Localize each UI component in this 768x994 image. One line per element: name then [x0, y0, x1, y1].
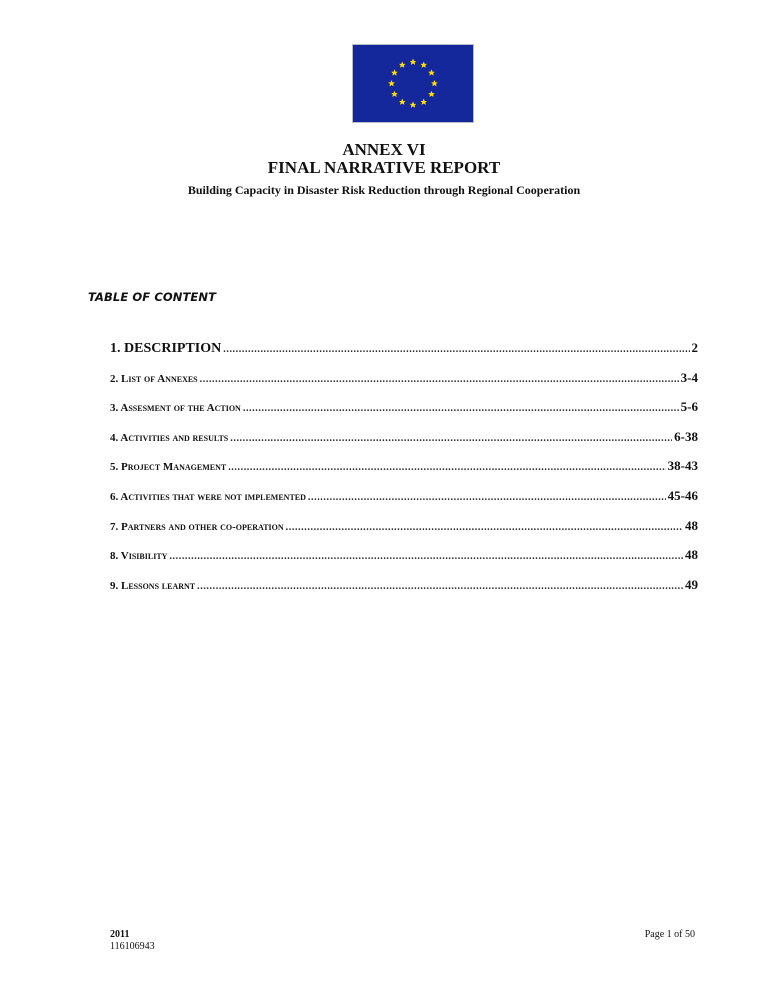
toc-entry-label: 8. Visibility: [110, 550, 168, 563]
toc-entry-not-implemented[interactable]: [110, 488, 698, 518]
dot-leader: [169, 551, 683, 562]
report-title: FINAL NARRATIVE REPORT: [267, 158, 501, 177]
dot-leader: [228, 462, 665, 473]
toc-entry-label: 1. DESCRIPTION: [110, 341, 222, 356]
dot-leader: [197, 581, 683, 592]
toc-entry-project-management[interactable]: [110, 458, 698, 488]
toc-entry-assesment[interactable]: [110, 399, 698, 429]
dot-leader: [230, 433, 672, 444]
page-indicator: Page 1 of 50: [644, 929, 695, 940]
toc-entry-visibility[interactable]: [110, 547, 698, 577]
toc-entry-page: 48: [685, 547, 698, 563]
toc-entry-activities-results[interactable]: [110, 429, 698, 459]
dot-leader: [286, 522, 683, 533]
dot-leader: [308, 492, 666, 503]
eu-flag-icon: [352, 44, 474, 123]
table-of-contents: [110, 340, 698, 606]
toc-entry-list-of-annexes[interactable]: [110, 370, 698, 400]
project-subtitle: Building Capacity in Disaster Risk Reduction through Regional Cooperation: [187, 183, 581, 197]
footer-year: 2011: [110, 929, 130, 940]
dot-leader: [200, 374, 679, 385]
toc-entry-page: 49: [685, 576, 698, 592]
toc-entry-label: 2. List of Annexes: [110, 372, 198, 385]
toc-entry-page: 2: [691, 340, 698, 355]
toc-entry-page: 5-6: [680, 399, 698, 415]
annex-title: ANNEX VI: [342, 140, 426, 159]
dot-leader: [243, 403, 679, 414]
toc-entry-lessons-learnt[interactable]: [110, 577, 698, 607]
toc-entry-description[interactable]: [110, 340, 698, 370]
toc-entry-label: 4. Activities and results: [110, 431, 229, 444]
footer-reference: 116106943: [110, 941, 155, 952]
toc-heading: TABLE OF CONTENT: [88, 290, 217, 304]
toc-entry-label: 7. Partners and other co-operation: [110, 520, 284, 533]
toc-entry-partners[interactable]: [110, 518, 698, 548]
toc-entry-label: 9. Lessons learnt: [110, 579, 196, 592]
toc-entry-label: 3. Assesment of the Action: [110, 402, 241, 415]
toc-entry-page: 45-46: [667, 487, 698, 503]
dot-leader: [223, 344, 689, 355]
toc-entry-page: 3-4: [680, 369, 698, 385]
toc-entry-page: 6-38: [674, 428, 698, 444]
toc-entry-label: 5. Project Management: [110, 461, 227, 474]
toc-entry-page: 48: [685, 517, 698, 533]
toc-entry-page: 38-43: [667, 458, 698, 474]
toc-entry-label: 6. Activities that were not implemented: [110, 490, 306, 503]
